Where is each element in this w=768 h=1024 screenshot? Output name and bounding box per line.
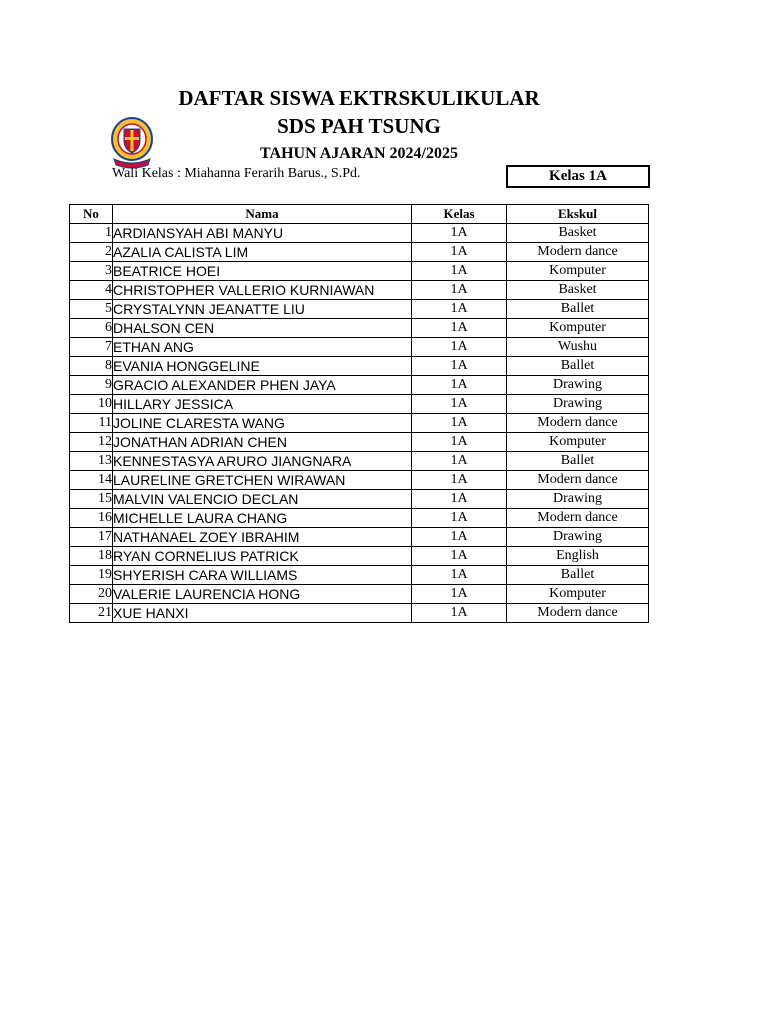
cell-nama: JONATHAN ADRIAN CHEN — [113, 433, 412, 452]
cell-nama: AZALIA CALISTA LIM — [113, 243, 412, 262]
cell-kelas: 1A — [412, 319, 507, 338]
table-row — [70, 414, 649, 433]
table-row — [70, 585, 649, 604]
cell-ekskul: Modern dance — [507, 604, 649, 623]
table-row — [70, 338, 649, 357]
cell-nama: ARDIANSYAH ABI MANYU — [113, 224, 412, 243]
cell-no: 15 — [70, 490, 113, 509]
table-row — [70, 547, 649, 566]
cell-nama: JOLINE CLARESTA WANG — [113, 414, 412, 433]
cell-ekskul: Modern dance — [507, 243, 649, 262]
cell-kelas: 1A — [412, 338, 507, 357]
cell-nama: SHYERISH CARA WILLIAMS — [113, 566, 412, 585]
table-row — [70, 490, 649, 509]
table-row — [70, 376, 649, 395]
cell-kelas: 1A — [412, 509, 507, 528]
cell-kelas: 1A — [412, 490, 507, 509]
cell-nama: BEATRICE HOEI — [113, 262, 412, 281]
cell-no: 5 — [70, 300, 113, 319]
cell-ekskul: Ballet — [507, 357, 649, 376]
cell-no: 20 — [70, 585, 113, 604]
cell-no: 3 — [70, 262, 113, 281]
table-row — [70, 604, 649, 623]
school-name: SDS PAH TSUNG — [277, 114, 441, 138]
cell-ekskul: Ballet — [507, 452, 649, 471]
cell-kelas: 1A — [412, 604, 507, 623]
cell-nama: VALERIE LAURENCIA HONG — [113, 585, 412, 604]
table-row — [70, 528, 649, 547]
table-header-row — [70, 205, 649, 224]
cell-kelas: 1A — [412, 528, 507, 547]
cell-no: 8 — [70, 357, 113, 376]
cell-nama: EVANIA HONGGELINE — [113, 357, 412, 376]
cell-kelas: 1A — [412, 547, 507, 566]
cell-kelas: 1A — [412, 452, 507, 471]
cell-kelas: 1A — [412, 585, 507, 604]
cell-no: 4 — [70, 281, 113, 300]
cell-ekskul: Komputer — [507, 433, 649, 452]
cell-kelas: 1A — [412, 262, 507, 281]
cell-kelas: 1A — [412, 357, 507, 376]
cell-kelas: 1A — [412, 414, 507, 433]
table-row — [70, 281, 649, 300]
cell-no: 12 — [70, 433, 113, 452]
cell-no: 10 — [70, 395, 113, 414]
cell-no: 19 — [70, 566, 113, 585]
cell-kelas: 1A — [412, 433, 507, 452]
cell-nama: XUE HANXI — [113, 604, 412, 623]
table-row — [70, 262, 649, 281]
cell-no: 7 — [70, 338, 113, 357]
cell-no: 2 — [70, 243, 113, 262]
cell-ekskul: Drawing — [507, 490, 649, 509]
cell-ekskul: Komputer — [507, 319, 649, 338]
cell-no: 17 — [70, 528, 113, 547]
document-title: DAFTAR SISWA EKTRSKULIKULAR — [178, 86, 540, 110]
column-header-no: No — [70, 205, 113, 224]
cell-ekskul: Drawing — [507, 395, 649, 414]
table-row — [70, 471, 649, 490]
cell-no: 16 — [70, 509, 113, 528]
table-row — [70, 452, 649, 471]
column-header-ekskul: Ekskul — [507, 205, 649, 224]
table-row — [70, 433, 649, 452]
cell-ekskul: Basket — [507, 281, 649, 300]
column-header-nama: Nama — [113, 205, 412, 224]
cell-nama: GRACIO ALEXANDER PHEN JAYA — [113, 376, 412, 395]
cell-nama: RYAN CORNELIUS PATRICK — [113, 547, 412, 566]
cell-nama: CHRISTOPHER VALLERIO KURNIAWAN — [113, 281, 412, 300]
cell-nama: LAURELINE GRETCHEN WIRAWAN — [113, 471, 412, 490]
cell-no: 11 — [70, 414, 113, 433]
cell-nama: CRYSTALYNN JEANATTE LIU — [113, 300, 412, 319]
table-row — [70, 224, 649, 243]
cell-ekskul: English — [507, 547, 649, 566]
cell-nama: ETHAN ANG — [113, 338, 412, 357]
cell-nama: MALVIN VALENCIO DECLAN — [113, 490, 412, 509]
cell-no: 14 — [70, 471, 113, 490]
cell-kelas: 1A — [412, 243, 507, 262]
cell-nama: KENNESTASYA ARURO JIANGNARA — [113, 452, 412, 471]
cell-nama: HILLARY JESSICA — [113, 395, 412, 414]
table-row — [70, 357, 649, 376]
cell-ekskul: Basket — [507, 224, 649, 243]
table-row — [70, 243, 649, 262]
cell-ekskul: Wushu — [507, 338, 649, 357]
cell-kelas: 1A — [412, 566, 507, 585]
student-roster-table — [69, 204, 649, 623]
cell-nama: NATHANAEL ZOEY IBRAHIM — [113, 528, 412, 547]
cell-nama: DHALSON CEN — [113, 319, 412, 338]
cell-kelas: 1A — [412, 395, 507, 414]
homeroom-teacher: Wali Kelas : Miahanna Ferarih Barus., S.Pd. — [112, 166, 361, 181]
school-crest-icon — [110, 115, 154, 169]
cell-nama: MICHELLE LAURA CHANG — [113, 509, 412, 528]
academic-year: TAHUN AJARAN 2024/2025 — [260, 145, 458, 162]
cell-kelas: 1A — [412, 300, 507, 319]
cell-ekskul: Komputer — [507, 262, 649, 281]
cell-ekskul: Modern dance — [507, 414, 649, 433]
cell-kelas: 1A — [412, 224, 507, 243]
cell-kelas: 1A — [412, 471, 507, 490]
cell-ekskul: Ballet — [507, 300, 649, 319]
table-row — [70, 509, 649, 528]
cell-ekskul: Modern dance — [507, 471, 649, 490]
table-row — [70, 319, 649, 338]
cell-no: 13 — [70, 452, 113, 471]
column-header-kelas: Kelas — [412, 205, 507, 224]
table-row — [70, 395, 649, 414]
cell-ekskul: Drawing — [507, 528, 649, 547]
cell-ekskul: Drawing — [507, 376, 649, 395]
cell-ekskul: Modern dance — [507, 509, 649, 528]
table-row — [70, 300, 649, 319]
cell-kelas: 1A — [412, 281, 507, 300]
table-row — [70, 566, 649, 585]
cell-ekskul: Ballet — [507, 566, 649, 585]
cell-no: 6 — [70, 319, 113, 338]
class-label-box: Kelas 1A — [506, 165, 650, 188]
cell-ekskul: Komputer — [507, 585, 649, 604]
cell-no: 21 — [70, 604, 113, 623]
cell-no: 9 — [70, 376, 113, 395]
cell-no: 1 — [70, 224, 113, 243]
cell-kelas: 1A — [412, 376, 507, 395]
cell-no: 18 — [70, 547, 113, 566]
